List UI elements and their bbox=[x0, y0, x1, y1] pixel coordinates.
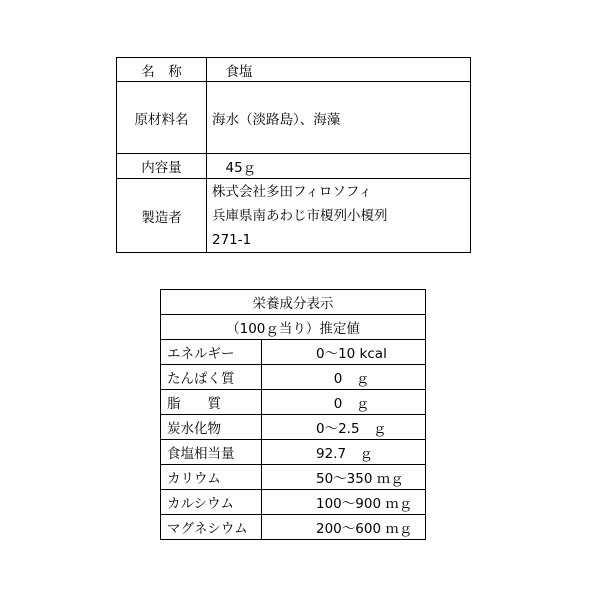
ingredients-label: 原材料名 bbox=[117, 82, 207, 154]
manufacturer-label: 製造者 bbox=[117, 179, 207, 253]
name-value: 食塩 bbox=[207, 58, 471, 82]
nutrition-title-row bbox=[161, 290, 426, 315]
nutrient-value: 100～900 ｍｇ bbox=[262, 490, 426, 515]
nutrition-subtitle-row bbox=[161, 315, 426, 340]
nutrition-subtitle: （100ｇ当り）推定値 bbox=[161, 315, 426, 340]
nutrient-label: たんぱく質 bbox=[161, 365, 262, 390]
nutrient-value: 0 ｇ bbox=[262, 365, 426, 390]
nutrient-value: 200～600 ｍｇ bbox=[262, 515, 426, 540]
content-label: 内容量 bbox=[117, 154, 207, 179]
product-row-content bbox=[117, 154, 471, 179]
nutrition-row bbox=[161, 415, 426, 440]
nutrient-label: エネルギー bbox=[161, 340, 262, 365]
product-row-name bbox=[117, 58, 471, 82]
product-info-table bbox=[116, 57, 471, 253]
nutrient-value: 0 ｇ bbox=[262, 390, 426, 415]
nutrition-row bbox=[161, 465, 426, 490]
nutrient-value: 50～350 ｍｇ bbox=[262, 465, 426, 490]
nutrient-label: 食塩相当量 bbox=[161, 440, 262, 465]
manufacturer-address-number: 271-1 bbox=[212, 231, 252, 248]
nutrient-label: マグネシウム bbox=[161, 515, 262, 540]
nutrition-facts-table bbox=[160, 289, 426, 540]
product-row-manufacturer bbox=[117, 179, 471, 253]
nutrition-row bbox=[161, 390, 426, 415]
ingredients-value: 海水（淡路島）、海藻 bbox=[207, 82, 471, 154]
nutrient-value: 0～10 kcal bbox=[262, 340, 426, 365]
content-value: 45ｇ bbox=[207, 154, 471, 179]
manufacturer-value bbox=[207, 179, 471, 253]
nutrition-row bbox=[161, 340, 426, 365]
nutrition-row bbox=[161, 440, 426, 465]
nutrient-value: 92.7 ｇ bbox=[262, 440, 426, 465]
nutrient-label: カリウム bbox=[161, 465, 262, 490]
product-row-ingredients bbox=[117, 82, 471, 154]
nutrient-label: 脂 質 bbox=[161, 390, 262, 415]
nutrient-label: 炭水化物 bbox=[161, 415, 262, 440]
nutrition-row bbox=[161, 490, 426, 515]
nutrient-value: 0～2.5 ｇ bbox=[262, 415, 426, 440]
nutrition-row bbox=[161, 515, 426, 540]
manufacturer-address: 兵庫県南あわじ市榎列小榎列 bbox=[212, 207, 388, 224]
nutrient-label: カルシウム bbox=[161, 490, 262, 515]
manufacturer-company: 株式会社多田フィロソフィ bbox=[212, 183, 372, 200]
nutrition-title: 栄養成分表示 bbox=[161, 290, 426, 315]
name-label: 名 称 bbox=[117, 58, 207, 82]
nutrition-row bbox=[161, 365, 426, 390]
